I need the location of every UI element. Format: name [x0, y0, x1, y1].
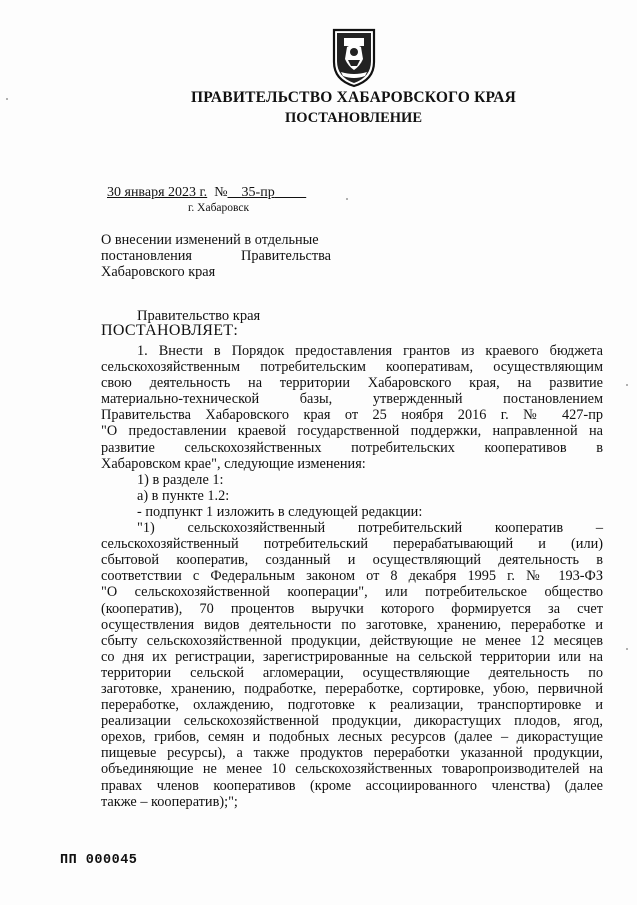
- body-line: сельскохозяйственным потребительским кооперативам, осуществляющим: [101, 359, 603, 376]
- body-line: объединяющие не менее 10 сельскохозяйственных товаропроизводителей на: [101, 761, 603, 778]
- scan-speck: [626, 648, 628, 650]
- coat-of-arms-emblem: [330, 26, 378, 88]
- body-line: а) в пункте 1.2:: [137, 487, 230, 504]
- document-number: 35-пр: [241, 185, 275, 200]
- body-line: Хабаровском крае", следующие изменения:: [101, 455, 366, 472]
- subject-line-1: О внесении изменений в отдельные: [101, 232, 319, 248]
- document-body: [101, 343, 603, 810]
- subject-line-2: постановления Правительства: [101, 248, 331, 264]
- body-line: также – кооператив);";: [101, 793, 238, 810]
- body-line: сельскохозяйственный потребительский перерабатывающий и (или): [101, 536, 603, 553]
- body-line: (кооператив), 70 процентов выручки которого формируется за счет: [101, 600, 603, 617]
- preamble-government: Правительство края: [137, 308, 261, 324]
- body-line: "О сельскохозяйственной кооперации", или потребительское общество: [101, 584, 603, 601]
- body-line: 1. Внести в Порядок предоставления грантов из краевого бюджета: [137, 343, 603, 359]
- body-line: со дня их регистрации, зарегистрированные на сельской территории или на: [101, 648, 603, 665]
- scan-speck: [6, 98, 8, 100]
- document-date: 30 января 2023 г.: [107, 185, 208, 200]
- body-line: Правительства Хабаровского края от 25 ноября 2016 г. № 427-пр: [101, 407, 603, 424]
- body-line: правах членов кооперативов (кроме ассоциированного членства) (далее: [101, 777, 603, 794]
- body-line: свою деятельность на территории Хабаровского края, на развитие: [101, 375, 603, 392]
- date-number-line: [107, 185, 306, 201]
- preamble-verb: ПОСТАНОВЛЯЕТ:: [101, 322, 239, 339]
- body-line: "О предоставлении краевой государственной поддержки, направленной на: [101, 423, 603, 440]
- body-line: "1) сельскохозяйственный потребительский кооператив –: [137, 520, 603, 537]
- body-line: переработке, охлаждению, подготовке к реализации, транспортировке и: [101, 697, 603, 714]
- footer-form-code: ПП 000045: [60, 853, 138, 868]
- city: г. Хабаровск: [188, 202, 250, 214]
- body-line: материально-технической базы, утвержденный постановлением: [101, 391, 603, 408]
- body-line: - подпункт 1 изложить в следующей редакции:: [137, 503, 423, 520]
- body-line: заготовке, хранению, подработке, переработке, сортировке, убою, первичной: [101, 680, 603, 697]
- body-line: орехов, грибов, семян и подобных лесных ресурсов (далее – дикорастущие: [101, 729, 603, 746]
- body-line: 1) в разделе 1:: [137, 471, 224, 488]
- body-line: сбытовой кооператив, созданный и осуществляющий деятельность в: [101, 552, 603, 569]
- document-type: ПОСТАНОВЛЕНИЕ: [284, 110, 422, 126]
- government-name: ПРАВИТЕЛЬСТВО ХАБАРОВСКОГО КРАЯ: [190, 89, 517, 106]
- body-line: соответствии с Федеральным законом от 8 декабря 1995 г. № 193-ФЗ: [101, 568, 603, 585]
- scan-speck: [346, 198, 348, 200]
- body-line: развитие сельскохозяйственных потребительских кооперативов в: [101, 439, 603, 456]
- body-line: территории сельской агломерации, осуществляющие деятельность по: [101, 664, 603, 681]
- number-sign: №: [214, 185, 228, 200]
- body-line: осуществления видов деятельности по заготовке, хранению, переработке и: [101, 616, 603, 633]
- body-line: реализации сельскохозяйственной продукции, дикорастущих плодов, ягод,: [101, 713, 603, 730]
- body-line: пищевые ресурсы), а также продуктов переработки указанной продукции,: [101, 745, 603, 762]
- body-line: сбыту сельскохозяйственной продукции, действующие не менее 12 месяцев: [101, 632, 603, 649]
- subject-line-3: Хабаровского края: [101, 264, 216, 280]
- scan-speck: [626, 384, 628, 386]
- document-subject: [101, 232, 331, 280]
